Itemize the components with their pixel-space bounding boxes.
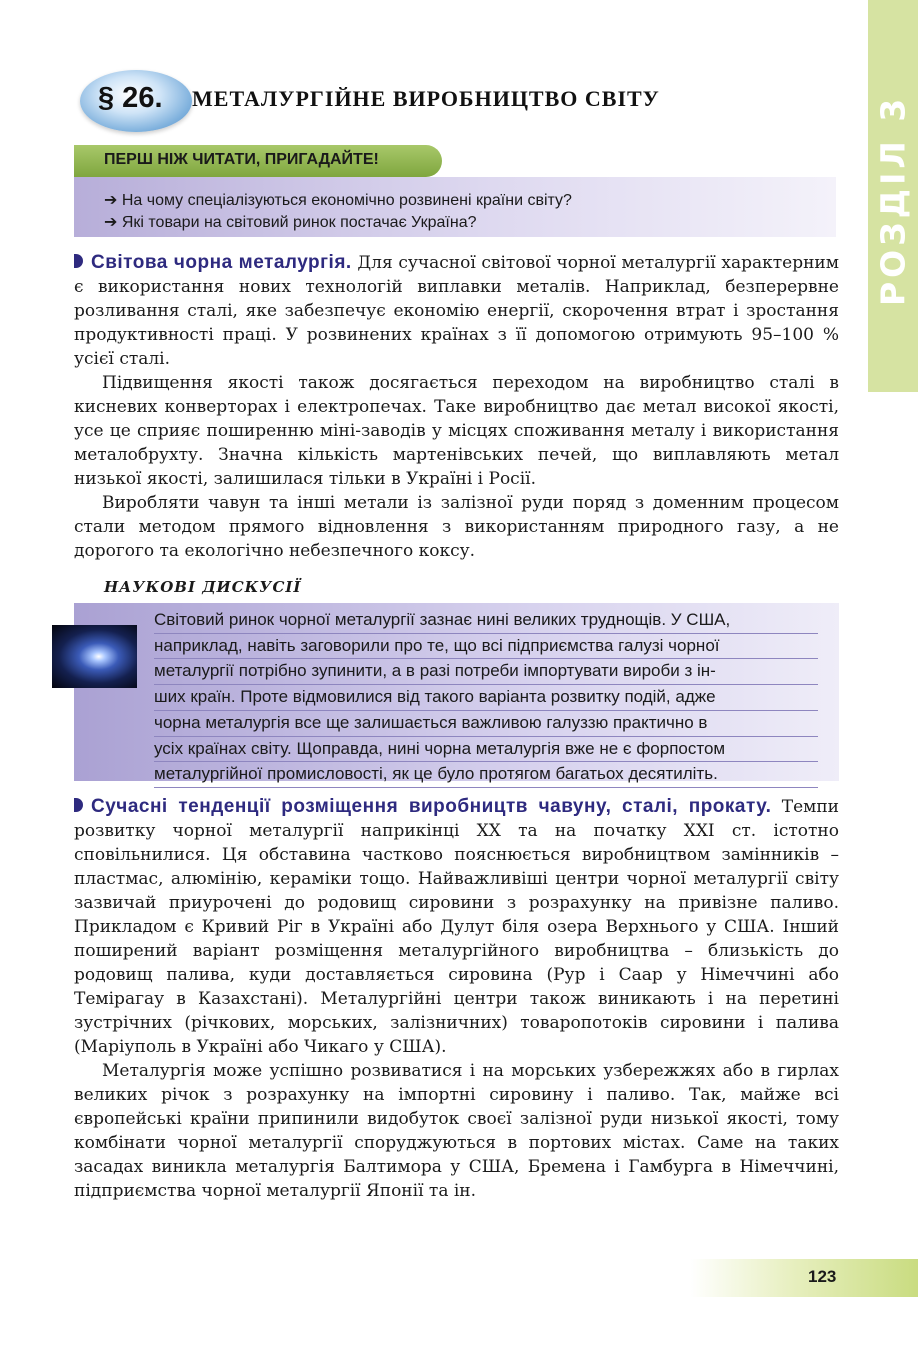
section-marker-icon bbox=[74, 798, 83, 812]
discussion-line: усіх країнах світу. Щоправда, нині чорна металургія вже не є форпостом bbox=[154, 737, 818, 763]
paragraph: Для сучасної світової чорної металургії характерним є використання нових технологій виплавки металів. Наприклад, безперервне розливання сталі, яке забезпечує економію енергії, скорочення втрат і зростання продуктивності праці. У розвинених країнах з її допомогою отримують 95–100 % усієї сталі. bbox=[74, 253, 839, 369]
question-item: ➔ На чому спеціалізуються економічно розвинені країни світу? bbox=[104, 192, 572, 209]
paragraph: Металургія може успішно розвиватися і на морських узбережжях або в гирлах великих річок з розрахунку на імпортні сировину і паливо. Так, майже всі європейські країни припинили видобуток своєї залізної руди низької якості, тому комбінати чорної металургії споруджуються в портових містах. Саме на таких засадах виникла металургія Балтимора у США, Бремена і Гамбурга в Німеччині, підприємства чорної металургії Японії та ін. bbox=[74, 1061, 839, 1201]
page-number: 123 bbox=[808, 1267, 837, 1286]
discussion-line: металургійної промисловості, як це було протягом багатьох десятиліть. bbox=[154, 762, 818, 788]
galaxy-image bbox=[52, 625, 137, 688]
discussion-line: наприклад, навіть заговорили про те, що всі підприємства галузі чорної bbox=[154, 634, 818, 660]
discussion-line: ших країн. Проте відмовилися від такого варіанта розвитку подій, адже bbox=[154, 685, 818, 711]
paragraph-number: § 26. bbox=[98, 82, 163, 114]
before-reading-title: ПЕРШ НІЖ ЧИТАТИ, ПРИГАДАЙТЕ! bbox=[104, 151, 379, 168]
section-world-metallurgy bbox=[74, 251, 839, 563]
paragraph: Виробляти чавун та інші метали із залізної руди поряд з доменним процесом стали методом прямого відновлення з використанням природного газу, а не дорогого та екологічно небезпечного коксу. bbox=[74, 493, 839, 561]
paragraph: Темпи розвитку чорної металургії наприкінці XX та на початку XXI ст. істотно сповільнилися. Ця обставина частково пояснюється виробництвом замінників – пластмас, алюмінію, кераміки тощо. Найважливіші центри чорної металургії світу зазвичай приурочені до родовищ сировини з розрахунку на привізне паливо. Прикладом є Кривий Ріг в Україні або Дулут біля озера Верхнього у США. Інший поширений варіант розміщення металургійного виробництва – близькість до родовищ палива, куди доставляється сировина (Рур і Саар у Німеччині або Темірагау в Казахстані). Металургійні центри також виникають і на перетині зустрічних (річкових, морських, залізничних) товаропотоків сировини і палива (Маріуполь в Україні або Чикаго у США). bbox=[74, 797, 840, 1057]
page-title: МЕТАЛУРГІЙНЕ ВИРОБНИЦТВО СВІТУ bbox=[192, 86, 660, 111]
discussions-heading: НАУКОВІ ДИСКУСІЇ bbox=[104, 578, 302, 596]
paragraph: Підвищення якості також досягається переходом на виробництво сталі в кисневих конверторах і електропечах. Таке виробництво дає метал високої якості, усе це сприяє поширенню міні-заводів у місцях споживання металу і використання металобрухту. Значна кількість мартенівських печей, що виплавляють метал низької якості, залишилася тільки в Україні і Росії. bbox=[74, 373, 839, 489]
section-heading: Світова чорна металургія. bbox=[91, 252, 352, 273]
section-marker-icon bbox=[74, 254, 83, 268]
chapter-side-tab bbox=[868, 0, 918, 392]
discussion-line: Світовий ринок чорної металургії зазнає нині великих труднощів. У США, bbox=[154, 608, 818, 634]
section-heading: Сучасні тенденції розміщення виробництв чавуну, сталі, прокату. bbox=[91, 796, 772, 817]
discussions-text bbox=[154, 608, 818, 788]
question-item: ➔ Які товари на світовий ринок постачає Україна? bbox=[104, 214, 477, 231]
chapter-label: РОЗДІЛ 3 bbox=[873, 94, 913, 306]
discussion-line: чорна металургія все ще залишається важливою галуззю практично в bbox=[154, 711, 818, 737]
section-location-trends bbox=[74, 795, 839, 1203]
discussion-line: металургії потрібно зупинити, а в разі потреби імпортувати вироби з ін- bbox=[154, 659, 818, 685]
page-number-bar bbox=[690, 1259, 918, 1297]
